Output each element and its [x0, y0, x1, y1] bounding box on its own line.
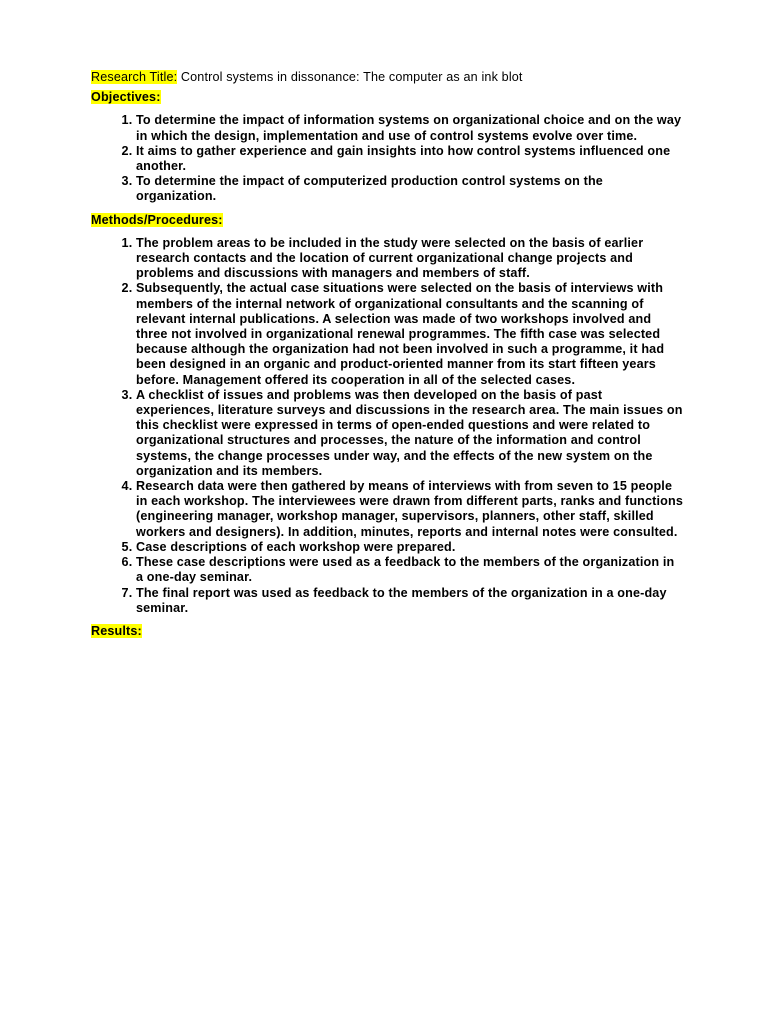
results-heading: Results:: [91, 623, 142, 638]
research-title-label: Research Title:: [91, 70, 178, 84]
objectives-heading-line: [91, 90, 683, 105]
method-item: 4. Research data were then gathered by means of interviews with from seven to 15 people in each workshop. The interviewees were drawn from different parts, ranks and functions (engineering manager, workshop manager, supervisors, planners, other staff, skilled workers and designers). In addition, minutes, reports and internal notes were consulted.: [136, 479, 683, 540]
method-item: 1. The problem areas to be included in the study were selected on the basis of earlier research contacts and the location of current organizational change projects and problems and discussions with managers and members of staff.: [136, 236, 683, 282]
methods-heading: Methods/Procedures:: [91, 212, 223, 227]
methods-heading-line: [91, 213, 683, 228]
objectives-list: [91, 113, 683, 204]
method-item: 7. The final report was used as feedback to the members of the organization in a one-day seminar.: [136, 586, 683, 616]
method-item: 2. Subsequently, the actual case situations were selected on the basis of interviews with members of the internal network of organizational consultants and the scanning of relevant internal publications. A selection was made of two workshops involved and three not involved in organizational renewal programmes. The fifth case was selected because although the organization had not been involved in such a programme, it had been designed in an organic and product-oriented manner from its start fifteen years before. Management offered its cooperation in all of the selected cases.: [136, 281, 683, 387]
research-title-line: [91, 70, 683, 85]
objective-item: 2. It aims to gather experience and gain insights into how control systems influenced one another.: [136, 144, 683, 174]
method-item: 6. These case descriptions were used as a feedback to the members of the organization in a one-day seminar.: [136, 555, 683, 585]
method-item: 5. Case descriptions of each workshop were prepared.: [136, 540, 683, 555]
results-heading-line: [91, 624, 683, 639]
research-title-value: Control systems in dissonance: The computer as an ink blot: [180, 70, 523, 84]
objective-item: 1. To determine the impact of information systems on organizational choice and on the way in which the design, implementation and use of control systems evolve over time.: [136, 113, 683, 143]
objective-item: 3. To determine the impact of computerized production control systems on the organization.: [136, 174, 683, 204]
objectives-heading: Objectives:: [91, 90, 161, 105]
methods-list: [91, 236, 683, 616]
document-page: [91, 70, 683, 647]
method-item: 3. A checklist of issues and problems was then developed on the basis of past experiences, literature surveys and discussions in the research area. The main issues on this checklist were expressed in terms of open-ended questions and were related to organizational structures and processes, the nature of the information and control systems, the change processes under way, and the effects of the new system on the organization and its members.: [136, 388, 683, 479]
